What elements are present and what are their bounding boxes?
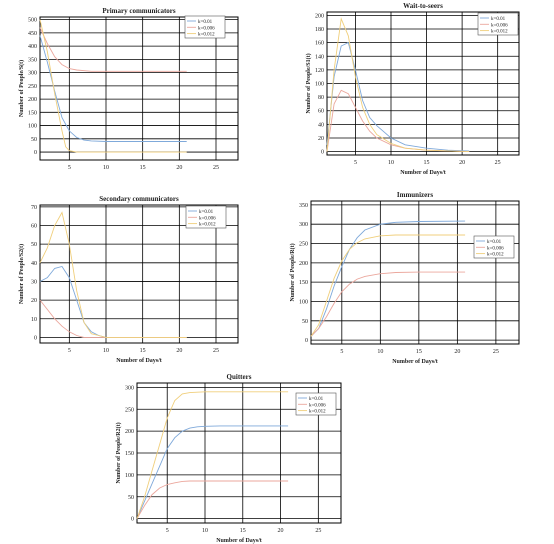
y-tick-label: 160: [315, 40, 324, 47]
x-tick-label: 25: [315, 528, 322, 534]
x-tick-label: 15: [415, 349, 422, 355]
chart-title: Secondary communicators: [99, 195, 179, 203]
x-tick-label: 15: [139, 165, 146, 171]
legend: [186, 206, 226, 228]
x-tick-label: 15: [239, 528, 246, 534]
x-tick-label: 25: [213, 348, 219, 354]
x-axis-label: Number of Days/t: [116, 358, 162, 364]
y-tick-label: 350: [299, 202, 308, 209]
y-tick-label: 100: [125, 472, 134, 479]
y-axis-label: Number of People/S2(t): [19, 243, 25, 305]
y-tick-label: 40: [318, 122, 324, 129]
chart-title: Primary communicators: [102, 7, 176, 15]
y-tick-label: 400: [28, 44, 37, 51]
legend-label: k=0.01: [487, 240, 502, 245]
legend-label: k=0.01: [198, 20, 213, 25]
x-tick-label: 10: [202, 528, 208, 534]
x-tick-label: 20: [176, 165, 183, 171]
y-tick-label: 0: [131, 516, 134, 523]
legend: [296, 393, 336, 415]
x-tick-label: 25: [492, 349, 499, 355]
legend-label: k=0.006: [198, 26, 215, 32]
y-tick-label: 100: [315, 81, 324, 88]
y-tick-label: 0: [305, 338, 308, 345]
x-tick-label: 10: [388, 160, 394, 166]
y-tick-label: 200: [28, 97, 37, 104]
y-tick-label: 150: [125, 451, 134, 457]
x-axis-label: Number of Days/t: [216, 538, 262, 544]
x-tick-label: 20: [176, 348, 183, 354]
y-tick-label: 60: [31, 223, 37, 230]
y-tick-label: 200: [299, 260, 308, 267]
chart-primary: [18, 7, 238, 171]
y-tick-label: 30: [31, 279, 37, 286]
y-tick-label: 500: [28, 17, 37, 24]
legend-label: k=0.01: [199, 210, 214, 215]
series-line-k-0-012: [137, 392, 288, 519]
chart-wait: [305, 2, 519, 176]
x-tick-label: 10: [103, 165, 109, 171]
y-tick-label: 60: [318, 108, 324, 115]
y-tick-label: 50: [31, 136, 37, 143]
y-tick-label: 250: [299, 241, 308, 248]
legend-label: k=0.006: [491, 23, 508, 29]
legend-label: k=0.012: [309, 409, 326, 415]
x-tick-label: 5: [340, 349, 344, 355]
y-tick-label: 450: [28, 30, 37, 37]
legend-label: k=0.006: [199, 216, 216, 222]
legend-label: k=0.006: [309, 403, 326, 409]
y-tick-label: 350: [28, 57, 37, 64]
x-tick-label: 25: [213, 165, 219, 171]
chart-title: Immunizers: [396, 191, 434, 199]
series-line-k-0-006: [311, 272, 465, 336]
y-tick-label: 200: [315, 13, 324, 20]
x-axis-label: Number of Days/t: [400, 170, 446, 176]
y-tick-label: 140: [315, 54, 324, 61]
x-tick-label: 20: [454, 349, 461, 355]
y-axis-label: Number of People/R(t): [290, 243, 296, 302]
chart-secondary: [18, 195, 238, 364]
y-tick-label: 50: [128, 494, 134, 501]
y-tick-label: 0: [34, 150, 37, 157]
y-tick-label: 50: [302, 318, 308, 325]
legend-label: k=0.01: [309, 397, 324, 402]
y-tick-label: 250: [28, 83, 37, 90]
legend-label: k=0.01: [491, 17, 506, 22]
chart-title: Wait-to-seers: [403, 2, 443, 10]
chart-immunizers: [289, 191, 519, 365]
legend: [478, 13, 518, 35]
chart-title: Quitters: [226, 373, 252, 381]
chart-quitters: [115, 373, 341, 544]
legend-label: k=0.012: [198, 32, 215, 38]
x-tick-label: 25: [494, 160, 501, 166]
x-tick-label: 20: [459, 160, 466, 166]
y-tick-label: 150: [299, 280, 308, 287]
legend-label: k=0.012: [199, 222, 216, 228]
legend-label: k=0.012: [491, 29, 508, 35]
y-tick-label: 300: [299, 222, 308, 229]
y-axis-label: Number of People/S1(t): [306, 53, 312, 114]
x-tick-label: 15: [423, 160, 430, 166]
series-line-k-0-012: [327, 19, 469, 152]
y-tick-label: 50: [31, 242, 37, 249]
x-tick-label: 5: [165, 528, 169, 534]
x-tick-label: 5: [67, 165, 71, 171]
y-tick-label: 0: [321, 149, 324, 156]
y-axis-label: Number of People/S(t): [19, 59, 25, 118]
series-line-k-0-01: [137, 426, 288, 519]
y-tick-label: 100: [299, 299, 308, 306]
y-tick-label: 80: [318, 95, 324, 102]
y-tick-label: 70: [31, 204, 37, 211]
x-tick-label: 15: [139, 348, 146, 354]
y-tick-label: 20: [318, 135, 324, 142]
y-tick-label: 0: [34, 335, 37, 342]
x-axis-label: Number of Days/t: [392, 359, 438, 365]
y-tick-label: 250: [125, 407, 134, 414]
y-tick-label: 100: [28, 123, 37, 130]
y-tick-label: 300: [28, 70, 37, 77]
x-tick-label: 10: [103, 348, 109, 354]
y-tick-label: 120: [315, 67, 324, 74]
y-tick-label: 150: [28, 110, 37, 117]
x-tick-label: 10: [377, 349, 384, 355]
legend-label: k=0.006: [487, 246, 504, 252]
series-line-k-0-006: [40, 28, 187, 72]
x-tick-label: 20: [277, 528, 284, 534]
y-tick-label: 200: [125, 429, 134, 436]
series-line-k-0-006: [327, 90, 469, 151]
x-tick-label: 5: [67, 348, 71, 354]
series-line-k-0-006: [137, 481, 288, 519]
x-tick-label: 5: [353, 160, 357, 166]
y-axis-label: Number of People/R2(t): [116, 422, 122, 484]
legend: [185, 16, 225, 38]
y-tick-label: 180: [315, 27, 324, 34]
y-tick-label: 40: [31, 260, 37, 267]
legend: [474, 236, 514, 258]
y-tick-label: 10: [31, 316, 37, 323]
y-tick-label: 300: [125, 385, 134, 392]
y-tick-label: 20: [31, 298, 37, 305]
legend-label: k=0.012: [487, 252, 504, 258]
